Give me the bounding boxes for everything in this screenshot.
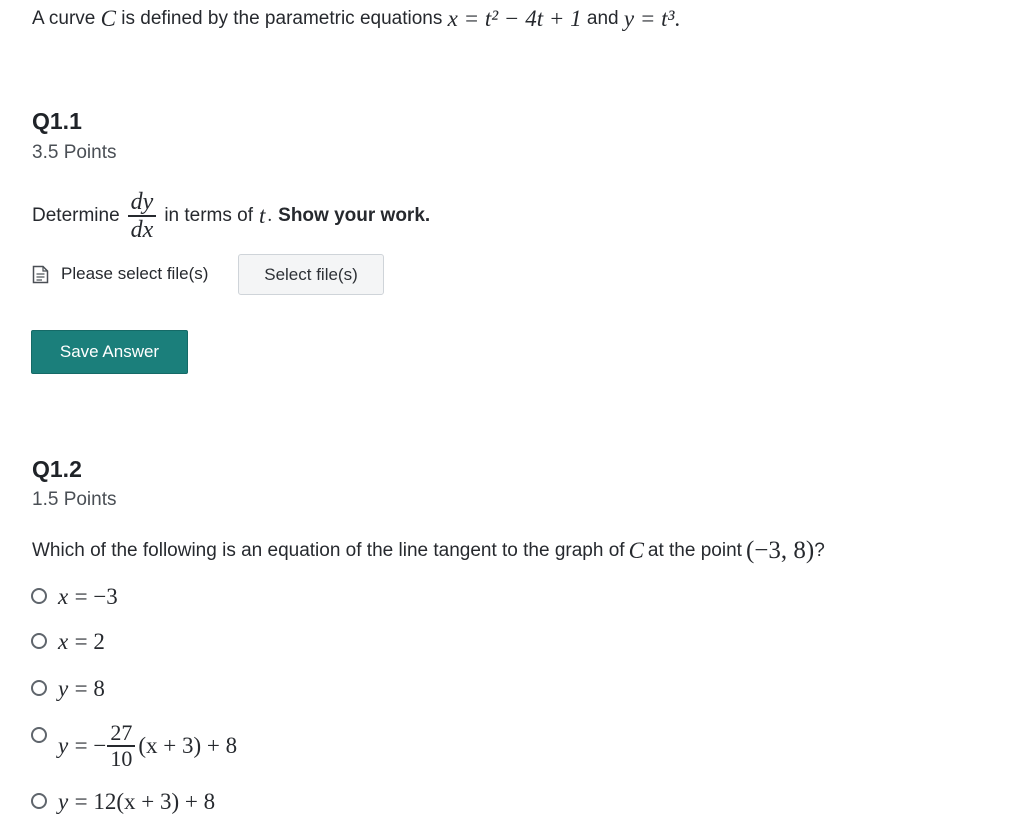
fraction-denominator: dx xyxy=(130,216,154,243)
option-4-equation xyxy=(58,721,237,770)
intro-end: . xyxy=(674,6,681,31)
option-4[interactable] xyxy=(58,714,237,778)
option-4-rhs: = − xyxy=(74,732,107,758)
select-files-button[interactable]: Select file(s) xyxy=(238,254,384,295)
q1-prompt-prefix: Determine xyxy=(32,205,120,226)
q2-point: (−3, 8) xyxy=(745,537,815,564)
q2-curve-name: C xyxy=(628,538,644,563)
q1-prompt xyxy=(32,184,430,248)
q2-prompt-mid: at the point xyxy=(647,540,742,561)
option-5-equation xyxy=(58,788,215,815)
option-4-numerator: 27 xyxy=(110,720,133,746)
option-3-rhs: = 8 xyxy=(74,675,105,701)
option-2-rhs: = 2 xyxy=(74,628,105,654)
option-2-equation xyxy=(58,628,105,655)
radio-icon[interactable] xyxy=(31,633,47,649)
option-1-rhs: = −3 xyxy=(74,583,118,609)
q1-prompt-bold: Show your work. xyxy=(278,205,431,226)
option-1-lhs: x xyxy=(58,583,69,609)
option-4-denominator: 10 xyxy=(110,745,133,771)
dy-dx-fraction xyxy=(128,189,157,242)
q2-prompt xyxy=(32,534,825,568)
option-5-rhs: = 12(x + 3) + 8 xyxy=(74,788,216,814)
intro-prefix: A curve xyxy=(32,8,96,29)
radio-icon[interactable] xyxy=(31,727,47,743)
y-equation: y = t³ xyxy=(623,6,675,31)
option-3[interactable] xyxy=(31,673,105,703)
q2-prompt-prefix: Which of the following is an equation of the line tangent to the graph of xyxy=(32,540,625,561)
option-3-lhs: y xyxy=(58,675,69,701)
option-1[interactable] xyxy=(31,581,118,611)
option-4-tail: (x + 3) + 8 xyxy=(138,732,238,758)
q1-period: . xyxy=(267,205,273,226)
option-2-lhs: x xyxy=(58,628,69,654)
q2-prompt-end: ? xyxy=(814,540,825,561)
option-4-fraction xyxy=(107,721,135,770)
option-5-lhs: y xyxy=(58,788,69,814)
file-icon xyxy=(32,265,49,284)
option-1-equation xyxy=(58,583,118,610)
option-3-equation xyxy=(58,675,105,702)
x-equation: x = t² − 4t + 1 xyxy=(447,6,582,31)
option-4-lhs: y xyxy=(58,732,69,758)
radio-icon[interactable] xyxy=(31,588,47,604)
option-2[interactable] xyxy=(31,626,105,656)
radio-icon[interactable] xyxy=(31,793,47,809)
fraction-numerator: dy xyxy=(130,189,154,216)
intro-defined-text: is defined by the parametric equations xyxy=(121,8,443,29)
q1-prompt-mid: in terms of xyxy=(164,205,254,226)
intro-and: and xyxy=(586,8,619,29)
intro-statement xyxy=(32,6,680,32)
file-status-label: Please select file(s) xyxy=(61,264,209,283)
radio-icon[interactable] xyxy=(31,680,47,696)
curve-name: C xyxy=(100,6,116,31)
file-status xyxy=(32,256,208,292)
option-5[interactable] xyxy=(31,786,215,816)
q1-variable: t xyxy=(259,203,266,228)
save-answer-button[interactable]: Save Answer xyxy=(31,330,188,374)
q2-points: 1.5 Points xyxy=(32,489,117,510)
q2-title: Q1.2 xyxy=(32,456,82,482)
q1-points: 3.5 Points xyxy=(32,142,117,163)
q1-title: Q1.1 xyxy=(32,108,82,134)
